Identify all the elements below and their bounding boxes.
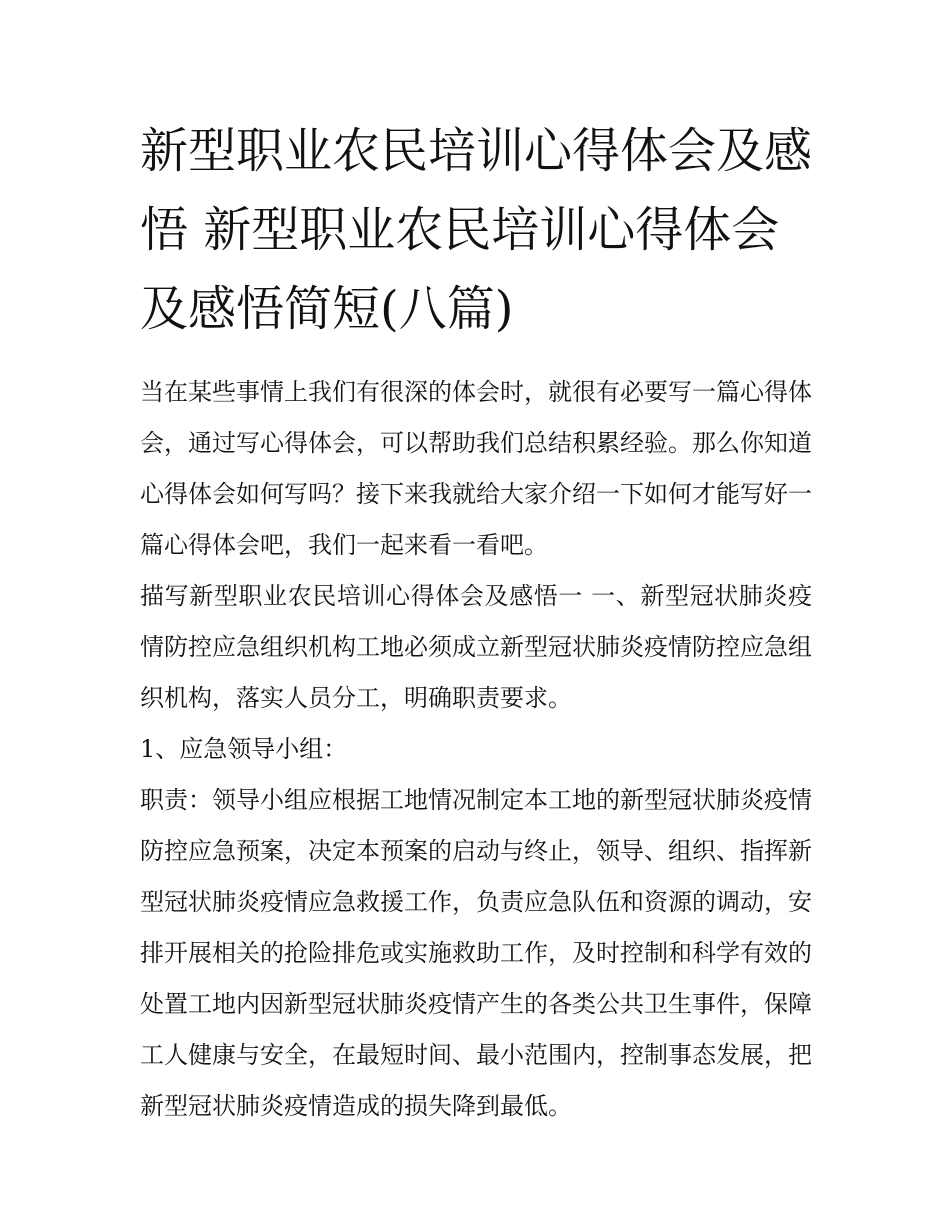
- document-page: [140, 112, 812, 1132]
- paragraph-intro: 当在某些事情上我们有很深的体会时，就很有必要写一篇心得体会，通过写心得体会，可以帮助我们总结积累经验。那么你知道心得体会如何写吗？接下来我就给大家介绍一下如何才能写好一篇心得体会吧，我们一起来看一看吧。: [140, 378, 812, 559]
- paragraph-section-one: 描写新型职业农民培训心得体会及感悟一 一、新型冠状肺炎疫情防控应急组织机构工地必须成立新型冠状肺炎疫情防控应急组织机构，落实人员分工，明确职责要求。: [140, 582, 812, 712]
- paragraph-heading-leadership: 1、应急领导小组：: [140, 735, 348, 763]
- document-title: 新型职业农民培训心得体会及感悟 新型职业农民培训心得体会及感悟简短(八篇): [140, 123, 813, 337]
- document-body: [140, 367, 812, 1132]
- paragraph-duties: 职责：领导小组应根据工地情况制定本工地的新型冠状肺炎疫情防控应急预案，决定本预案的启动与终止，领导、组织、指挥新型冠状肺炎疫情应急救援工作，负责应急队伍和资源的调动，安排开展相关的抢险排危或实施救助工作，及时控制和科学有效的处置工地内因新型冠状肺炎疫情产生的各类公共卫生事件，保障工人健康与安全，在最短时间、最小范围内，控制事态发展，把新型冠状肺炎疫情造成的损失降到最低。: [140, 786, 812, 1120]
